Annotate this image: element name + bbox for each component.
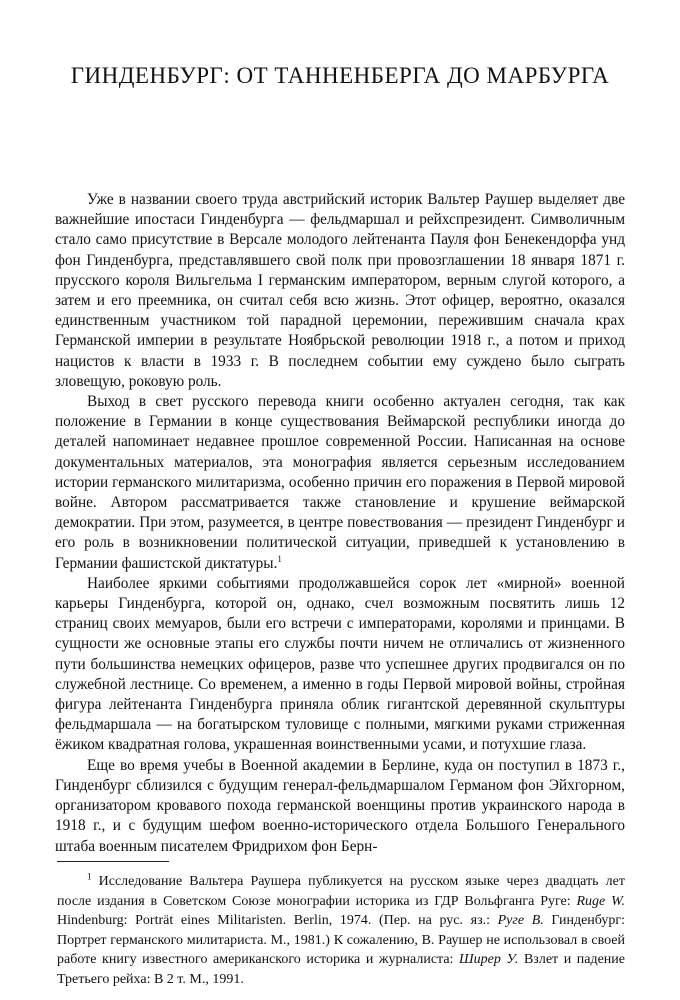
footnote-text-1: Исследование Вальтера Раушера публикуется на русском языке через двадцать лет после издания в Советском Союзе монографии историка из ГДР Вольфганга Руге: [57,874,625,909]
footnote [57,872,625,990]
paragraph-3: Наиболее яркими событиями продолжавшейся сорок лет «мирной» военной карьеры Гинденбурга, которой он, однако, счел возможным посвятить лишь 12 страниц своих мемуаров, были его встречи с императорами, королями и принцами. В сущности же основные этапы его службы почти ничем не отличались от жизненного пути большинства немецких офицеров, разве что успешнее других продвигался он по служебной лестнице. Со временем, а именно в годы Первой мировой войны, стройная фигура лейтенанта Гинденбурга приняла облик гигантской деревянной скульптуры фельдмаршала — на богатырском туловище с полными, мягкими руками стриженная ёжиком квадратная голова, украшенная воинственными усами, и потухшие глаза. [55,574,625,754]
footnote-marker: 1 [87,871,92,882]
footnote-author-ruge-latin: Ruge W. [576,893,625,909]
footnote-divider [57,861,169,862]
chapter-title: ГИНДЕНБУРГ: ОТ ТАННЕНБЕРГА ДО МАРБУРГА [70,63,610,88]
footnote-text-3: Гинденбург: Портрет германского милитариста. М., 1981.) К сожалению, В. Раушер не использовал в своей работе книгу известного американского историка и журналиста: [57,913,625,968]
body-text [55,190,625,857]
paragraph-1: Уже в названии своего труда австрийский историк Вальтер Раушер выделяет две важнейшие ипостаси Гинденбурга — фельдмаршал и рейхспрезидент. Символичным стало само присутствие в Версале молодого лейтенанта Пауля фон Бенекендорфа унд фон Гинденбурга, представлявшего свой полк при провозглашении 18 января 1871 г. прусского короля Вильгельма I германским императором, верным слугой которого, а затем и его преемника, он считал себя всю жизнь. Этот офицер, вероятно, оказался единственным участником той парадной церемонии, пережившим сначала крах Германской империи в результате Ноябрьской революции 1918 г., а потом и приход нацистов к власти в 1933 г. В последнем событии ему суждено было сыграть зловещую, роковую роль. [55,191,625,390]
footnote-author-ruge-cyrillic: Руге В. [497,913,544,929]
paragraph-2-text: Выход в свет русского перевода книги особенно актуален сегодня, так как положение в Германии в конце существования Веймарской республики иногда до деталей напоминает недавнее прошлое современной России. Написанная на основе документальных материалов, эта монография является серьезным исследованием истории германского милитаризма, особенно причин его поражения в Первой мировой войне. Автором рассматривается также становление и крушение веймарской демократии. При этом, разумеется, в центре повествования — президент Гинденбург и его роль в возникновении политической ситуации, приведшей к установлению в Германии фашистской диктатуры. [55,393,625,572]
footnote-reference[interactable]: 1 [277,553,282,564]
footnote-text-4: Взлет и падение Третьего рейха: В 2 т. М., 1991. [57,952,625,987]
paragraph-2 [55,392,625,574]
footnote-text-2: Hindenburg: Porträt eines Militaristen. Berlin, 1974. (Пер. на рус. яз.: [57,913,498,929]
footnote-author-shirer: Ширер У. [459,952,519,968]
paragraph-4: Еще во время учебы в Военной академии в Берлине, куда он поступил в 1873 г., Гинденбург сблизился с будущим генерал-фельдмаршалом Германом фон Эйхгорном, организатором кровавого похода германской военщины против украинского народа в 1918 г., и с будущим шефом военно-исторического отдела Большого Генерального штаба военным писателем Фридрихом фон Берн- [55,756,625,855]
